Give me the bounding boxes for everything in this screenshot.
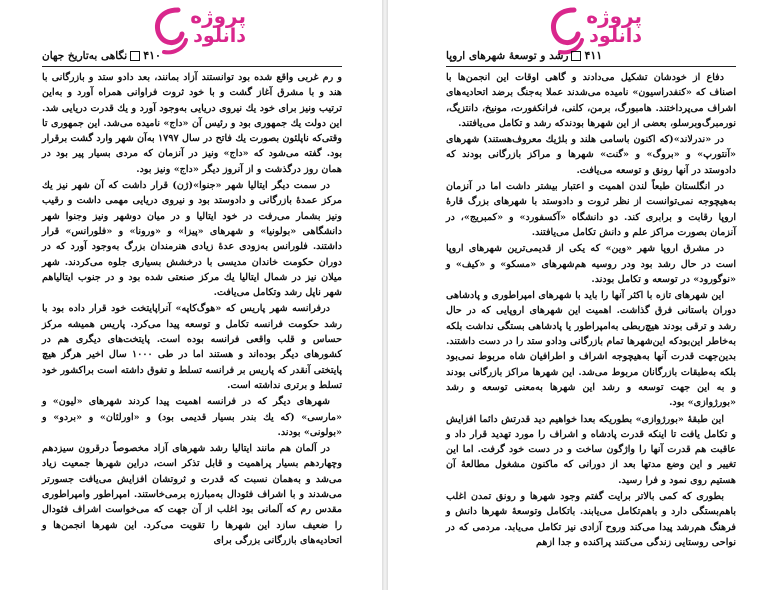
header-rule	[446, 66, 736, 67]
right-page	[388, 0, 768, 590]
paragraph: در «ندرلاند»(که اکنون باسامی هلند و بلژیك معروف‌هستند) شهرهای «آنتورپ» و «بروگ» و «گنت» شهرها و مراکز بازرگانی بودند که دادوستد در آنها رونق و توسعه می‌یافت.	[446, 134, 736, 176]
running-head	[446, 48, 602, 64]
page-number: ۴۱۰	[143, 49, 161, 62]
paragraph: بطوری که کمی بالاتر برایت گفتم وجود شهرها و رونق تمدن اغلب باهم‌بستگی دارد و باهم‌تکامل می‌یابند. باتکامل وتوسعهٔ شهرها دانش و فرهنگ هم‌رشد پیدا می‌کند وروح آزادی نیز تکامل می‌یابد. مردمی که در نواحی روستایی زندگی می‌کنند پراکنده و جدا ازهم	[446, 491, 736, 548]
logo-line-2: دانلود	[193, 25, 246, 47]
page-header	[446, 48, 736, 64]
paragraph: درفرانسه شهر پاریس که «هوگ‌کاپه» آنراپایتخت خود قرار داده بود با رشد حکومت فرانسه تکامل و توسعه پیدا می‌کرد. پاریس همیشه مرکز حساس و قلب واقعی فرانسه بوده است. پایتخت‌های دیگری هم در کشورهای دیگر بوده‌اند و هستند اما در طی ۱۰۰۰ سال اخیر هرگز هیچ پایتختی آنقدر که پاریس بر فرانسه تسلط و تفوق داشته است براکشور خود تسلط و برتری نداشته است.	[42, 303, 342, 391]
paragraph: دفاع از خودشان تشکیل می‌دادند و گاهی اوقات این انجمن‌ها با اصناف که «کنفدراسیون» نامیده می‌شدند عملا به‌جنگ برضد اتحادیه‌های اشراف می‌پرداختند. هامبورگ، برمن، کلنی، فرانکفورت، مونیخ، دانتزیگ، نورمبرگ‌وبرسلو، بعضی از این شهرها بودندکه رشد و تکامل می‌یافتند.	[446, 72, 736, 129]
header-rule	[42, 66, 342, 67]
logo-text	[190, 6, 246, 46]
running-head	[42, 48, 161, 64]
paragraph: شهرهای دیگر که در فرانسه اهمیت پیدا کردند شهرهای «لیون» و «مارسی» (که یك بندر بسیار قدیمی بود) و «اورلئان» و «بردو» و «بولونی» بودند.	[42, 396, 342, 438]
header-box-icon	[130, 51, 140, 61]
paragraph: در مشرق اروپا شهر «وین» که یکی از قدیمی‌ترین شهرهای اروپا است در حال رشد بود ودر روسیه هم‌شهرهای «مسکو» و «کیف» و «نوگورود» در توسعه و تکامل بودند.	[446, 243, 736, 285]
left-page	[0, 0, 382, 590]
paragraph: در آلمان هم مانند ایتالیا رشد شهرهای آزاد مخصوصاً درقرون سیزدهم وچهاردهم بسیار پراهمیت و قابل تذکر است، دراین شهرها جمعیت زیاد می‌شد و به‌همان نسبت که قدرت و ثروتشان افزایش می‌یافت جسورتر می‌شدند و با اشراف فئودال به‌مبارزه برمی‌خاستند. امپراطور وامپراطوری مقدس رم که آلمانی بود اغلب از آن جهت که می‌خواست اشراف فئودال را ضعیف سازد این شهرها را تقویت می‌کرد. این شهرها انجمن‌ها و اتحادیه‌های بازرگانی بزرگی برای	[42, 443, 342, 546]
header-box-icon	[571, 51, 581, 61]
logo-line-1: پروژه	[190, 4, 246, 28]
page-body	[42, 70, 342, 549]
paragraph: این طبقهٔ «بورژوازی» بطوریکه بعدا خواهیم دید قدرتش دائما افزایش و تکامل یافت تا اینکه قدرت پادشاه و اشراف را مورد تهدید قرار داد و عاقبت هم قدرت آنها را واژگون ساخت و در دست خود گرفت. اما این تغییر و این وضع مدتها بعد از دورانی که ماکنون مشغول مطالعهٔ آن هستیم روی نمود و فرا رسید.	[446, 413, 736, 486]
paragraph: این شهرهای تازه با اکثر آنها را باید با شهرهای امپراطوری و پادشاهی دوران باستانی فرق گذاشت. اهمیت این شهرهای اروپایی که در حال رشد و ترقی بودند هیچ‌ربطی به‌امپراطور یا پادشاهی بستگی نداشت بلکه به‌خاطر این‌بودکه این‌شهرها تمام بازرگانی ودادو ستد را در دست داشتند. بدین‌جهت قدرت آنها به‌هیچوجه اشراف و اطرافیان شاه مربوط نمی‌بود بلکه به‌طبقات بازرگانان مربوط می‌شد. این شهرها مراکز بازرگانی بودند و به این جهت توسعه و رشد این شهرها به‌معنی توسعه و رشد «بورژوازی» بود.	[446, 290, 736, 409]
logo-line-2: دانلود	[589, 25, 642, 47]
page-number: ۴۱۱	[584, 49, 603, 62]
running-title: نگاهی به‌تاریخ جهان	[42, 50, 128, 62]
paragraph: در سمت دیگر ایتالیا شهر «جنوا»(ژن) قرار داشت که آن شهر نیز یك مرکز عمدهٔ بازرگانی و دادوستد بود و نیروی دریایی مهمی داشت و رقیب ونیز بشمار می‌رفت در خود ایتالیا و در میان دوشهر ونیز وجنوا شهر دانشگاهی «بولونیا» و شهرهای «پیزا» و «ورونا» و «فلورانس» قرار داشتند. فلورانس به‌زودی عدهٔ زیادی هنرمندان بزرگ به‌وجود آورد که در دوران حکومت خاندان مدیسی با درخشش بسیاری جلوه می‌کردند. شهر میلان نیز در شمال ایتالیا یك مرکز صنعتی شده بود و در جنوب ایتالیاهم شهر ناپل رشد وتکامل می‌یافت.	[42, 180, 342, 299]
logo-line-1: پروژه	[586, 4, 642, 28]
paragraph: و رم غربی واقع شده بود توانستند آزاد بمانند، بعد دادو ستد و بازرگانی با هند و با مشرق آغاز گشت و با خود ثروت فراوانی همراه آورد و به‌این ترتیب ونیز برای خود یك نیروی دریایی به‌وجود آورد و یك قدرت دریایی شد. این دولت یك جمهوری بود و رئیس آن «داج» نامیده می‌شد. این جمهوری تا وقتی‌که ناپلئون بصورت یك فاتح در سال ۱۷۹۷ به‌آن شهر وارد گشت برقرار بود. گفته می‌شود که «داج» ونیز در آنزمان که مردی بسیار پیر بود در همان روز درگذشت و از آنروز دیگر «داج» ونیز بود.	[42, 72, 342, 175]
page-header	[42, 48, 342, 64]
logo-text	[586, 6, 642, 46]
page-body	[446, 70, 736, 551]
paragraph: در انگلستان طبعاً لندن اهمیت و اعتبار بیشتر داشت اما در آنزمان به‌هیچوجه نمی‌توانست از نظر ثروت و دادوستد با شهرهای بزرگ قارهٔ اروپا رقابت و برابری کند. دو دانشگاه «آکسفورد» و «کمبریج»، در آنزمان بصورت مراکز علم و دانش تکامل می‌یافتند.	[446, 181, 736, 238]
running-title: رشد و توسعهٔ شهرهای اروپا	[446, 50, 569, 62]
